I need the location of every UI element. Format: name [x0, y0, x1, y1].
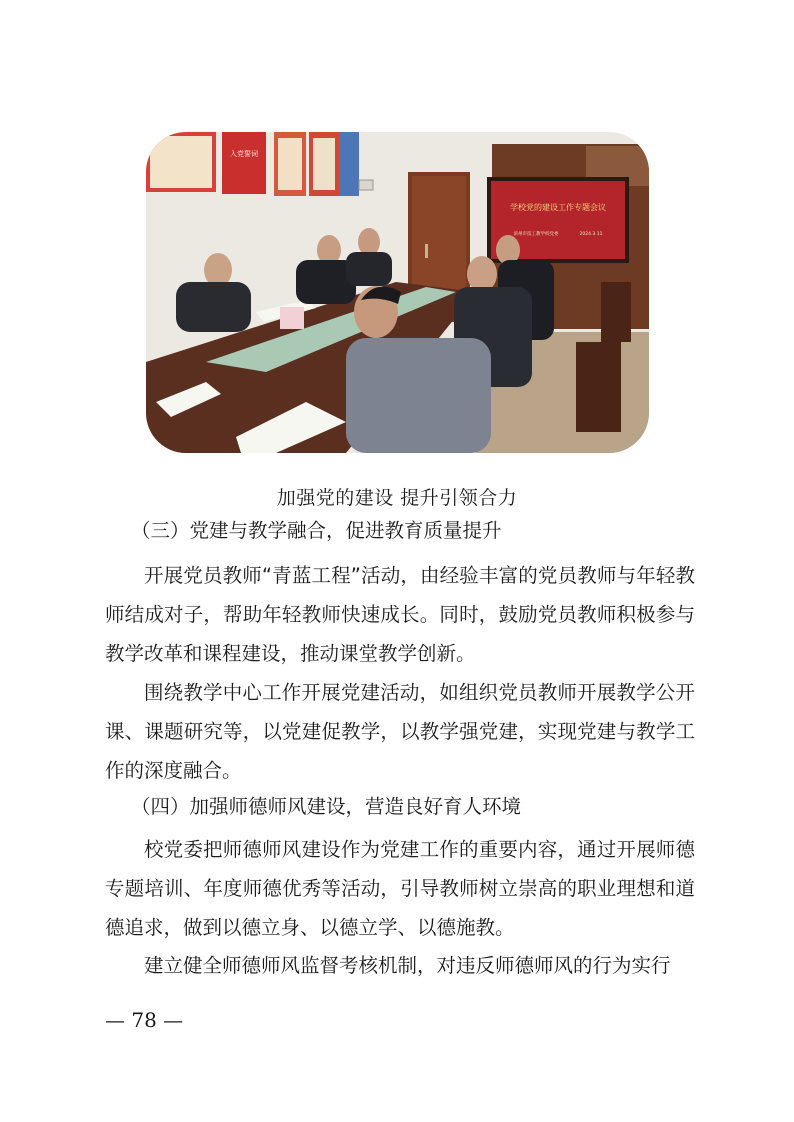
banner-org: 滨州市技工教学校党委 [513, 232, 559, 237]
wall-poster-label: 入党誓词 [230, 150, 258, 158]
chair [601, 282, 631, 342]
section-4-paragraph-1: 校党委把师德师风建设作为党建工作的重要内容，通过开展师德专题培训、年度师德优秀等活动，引导教师树立崇高的职业理想和道德追求，做到以德立身、以德立学、以德施教。 [105, 838, 695, 939]
section-3-paragraph-2: 围绕教学中心工作开展党建活动，如组织党员教师开展教学公开课、课题研究等，以党建促教学，以教学强党建，实现党建与教学工作的深度融合。 [105, 681, 695, 782]
wall-poster [222, 132, 266, 194]
banner-title: 学校党的建设工作专题会议 [510, 203, 606, 212]
section-4-paragraph-2: 建立健全师德师风监督考核机制，对违反师德师风的行为实行 [144, 954, 671, 977]
section-3-paragraph-1: 开展党员教师“青蓝工程”活动，由经验丰富的党员教师与年轻教师结成对子，帮助年轻教师快速成长。同时，鼓励党员教师积极参与教学改革和课程建设，推动课堂教学创新。 [105, 564, 695, 665]
page-number: — 78 — [105, 1008, 184, 1032]
meeting-photo [146, 132, 649, 453]
wall-poster-inner [150, 136, 212, 188]
wall-poster-inner [278, 138, 302, 190]
door-handle [425, 244, 428, 258]
wall-poster [339, 132, 359, 196]
name-card [280, 307, 304, 329]
banner-date: 2024.3.11 [579, 232, 603, 237]
section-4-heading: （四）加强师德师风建设，营造良好育人环境 [131, 795, 522, 818]
photo-caption: 加强党的建设 提升引领合力 [276, 487, 518, 509]
wall-outlet [359, 180, 373, 190]
chair [576, 342, 621, 432]
meeting-photo-illustration [146, 132, 649, 453]
section-3-heading: （三）党建与教学融合，促进教育质量提升 [131, 519, 502, 542]
wall-poster-inner [313, 138, 335, 190]
